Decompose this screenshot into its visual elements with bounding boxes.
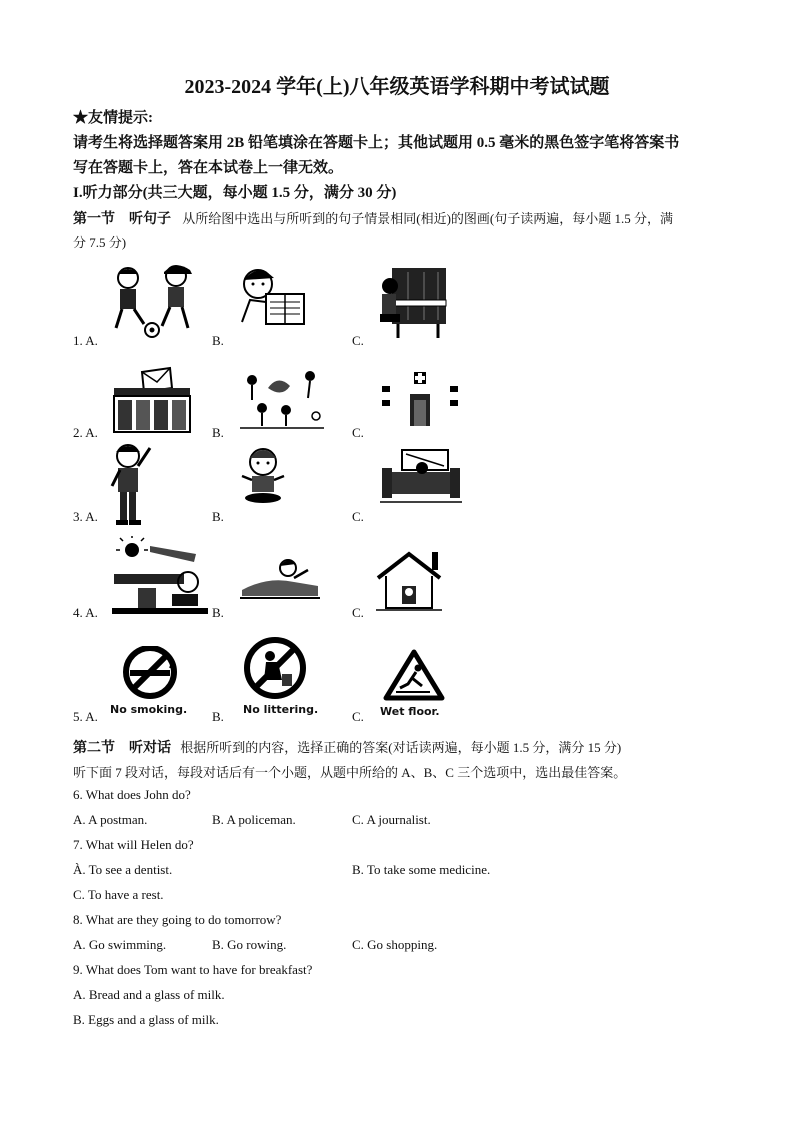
hospital-building-picture: [380, 370, 460, 428]
q3-a-label: 3. A.: [73, 509, 98, 524]
question-7: 7. What will Helen do?: [73, 837, 194, 852]
q8-option-b: B. Go rowing.: [212, 937, 287, 952]
section1-desc-line-2: 分 7.5 分): [73, 235, 127, 250]
wet-floor-sign: [382, 648, 446, 704]
section2-desc-line-1: [73, 737, 621, 757]
q8-option-a: A. Go swimming.: [73, 937, 167, 952]
post-office-building-picture: [110, 366, 192, 434]
q9-option-b: B. Eggs and a glass of milk.: [73, 1012, 219, 1027]
boy-reading-book-picture: [236, 262, 308, 330]
q3-b-label: B.: [212, 509, 224, 524]
section2-label: 第二节 听对话: [73, 741, 171, 756]
q4-c-label: C.: [352, 605, 364, 620]
q2-b-label: B.: [212, 425, 224, 440]
wet-floor-caption: Wet floor.: [380, 705, 440, 718]
q6-option-b: B. A policeman.: [212, 812, 296, 827]
q3-c-label: C.: [352, 509, 364, 524]
playing-piano-picture: [378, 264, 448, 340]
tip-heading: ★友情提示:: [73, 110, 153, 126]
q1-b-label: B.: [212, 333, 224, 348]
q9-option-a: A. Bread and a glass of milk.: [73, 987, 225, 1002]
house-roof-picture: [374, 550, 444, 612]
no-littering-caption: No littering.: [243, 703, 319, 716]
page-title: 2023-2024 学年(上)八年级英语学科期中考试试题: [184, 76, 610, 98]
person-on-sofa-picture: [378, 448, 464, 504]
q2-a-label: 2. A.: [73, 425, 98, 440]
q7-option-b: B. To take some medicine.: [352, 862, 491, 877]
tip-line-2: 写在答题卡上，答在本试卷上一律无效。: [73, 160, 344, 176]
person-lying-down-picture: [238, 556, 322, 602]
q4-b-label: B.: [212, 605, 224, 620]
part1-heading: I.听力部分(共三大题，每小题 1.5 分，满分 30 分): [73, 185, 397, 201]
q1-a-label: 1. A.: [73, 333, 98, 348]
q6-option-a: A. A postman.: [73, 812, 148, 827]
q7-option-c: C. To have a rest.: [73, 887, 164, 902]
no-littering-sign: [240, 636, 310, 700]
tip-line-1: 请考生将选择题答案用 2B 铅笔填涂在答题卡上；其他试题用 0.5 毫米的黑色签字笔将答案书: [73, 135, 680, 151]
two-boys-football-picture: [106, 262, 198, 340]
q6-option-c: C. A journalist.: [352, 812, 431, 827]
q7-option-a: À. To see a dentist.: [73, 862, 173, 877]
section1-desc-line-1: [73, 208, 673, 228]
section2-desc: 根据所听到的内容，选择正确的答案(对话读两遍，每小题 1.5 分，满分 15 分): [180, 740, 622, 755]
sunbathing-beach-picture: [110, 536, 210, 616]
boy-waving-picture: [108, 442, 154, 526]
question-9: 9. What does Tom want to have for breakfast?: [73, 962, 313, 977]
section2-desc-line-2: 听下面 7 段对话，每段对话后有一个小题，从题中所给的 A、B、C 三个选项中，选出最佳答案。: [73, 765, 627, 780]
q8-option-c: C. Go shopping.: [352, 937, 438, 952]
no-smoking-sign: [108, 646, 192, 702]
boy-sitting-picture: [238, 446, 288, 506]
children-playing-park-picture: [238, 368, 326, 430]
q5-b-label: B.: [212, 709, 224, 724]
q4-a-label: 4. A.: [73, 605, 98, 620]
question-6: 6. What does John do?: [73, 787, 191, 802]
q5-a-label: 5. A.: [73, 709, 98, 724]
section1-label: 第一节 听句子: [73, 212, 171, 227]
q5-c-label: C.: [352, 709, 364, 724]
section1-desc: 从所给图中选出与所听到的句子情景相同(相近)的图画(句子读两遍，每小题 1.5 分，满: [182, 211, 673, 226]
q1-c-label: C.: [352, 333, 364, 348]
question-8: 8. What are they going to do tomorrow?: [73, 912, 282, 927]
no-smoking-caption: No smoking.: [110, 703, 188, 716]
q2-c-label: C.: [352, 425, 364, 440]
